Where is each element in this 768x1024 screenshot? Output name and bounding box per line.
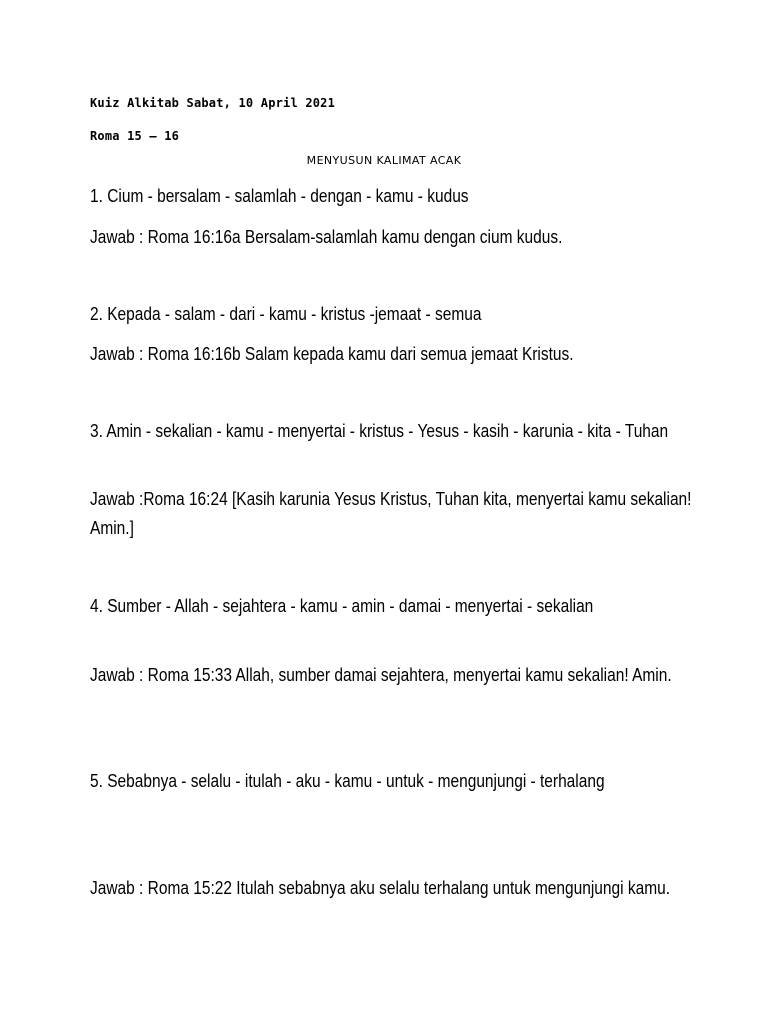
answer-4: Jawab : Roma 15:33 Allah, sumber damai sejahtera, menyertai kamu sekalian! Amin. <box>90 665 672 685</box>
answer-3: Jawab :Roma 16:24 [Kasih karunia Yesus Kristus, Tuhan kita, menyertai kamu sekalian! Amin.] <box>90 489 692 538</box>
section-title: MENYUSUN KALIMAT ACAK <box>306 154 462 167</box>
answer-2: Jawab : Roma 16:16b Salam kepada kamu dari semua jemaat Kristus. <box>90 344 574 364</box>
question-4: 4. Sumber - Allah - sejahtera - kamu - amin - damai - menyertai - sekalian <box>90 596 594 616</box>
question-3: 3. Amin - sekalian - kamu - menyertai - kristus - Yesus - kasih - karunia - kita - Tuhan <box>90 421 669 441</box>
question-2: 2. Kepada - salam - dari - kamu - kristus -jemaat - semua <box>90 304 482 324</box>
answer-5: Jawab : Roma 15:22 Itulah sebabnya aku selalu terhalang untuk mengunjungi kamu. <box>90 878 671 898</box>
answer-1: Jawab : Roma 16:16a Bersalam-salamlah kamu dengan cium kudus. <box>90 227 563 247</box>
quiz-scripture-range: Roma 15 – 16 <box>90 129 180 143</box>
quiz-title: Kuiz Alkitab Sabat, 10 April 2021 <box>90 96 336 110</box>
question-5: 5. Sebabnya - selalu - itulah - aku - kamu - untuk - mengunjungi - terhalang <box>90 771 605 791</box>
question-1: 1. Cium - bersalam - salamlah - dengan - kamu - kudus <box>90 186 469 206</box>
